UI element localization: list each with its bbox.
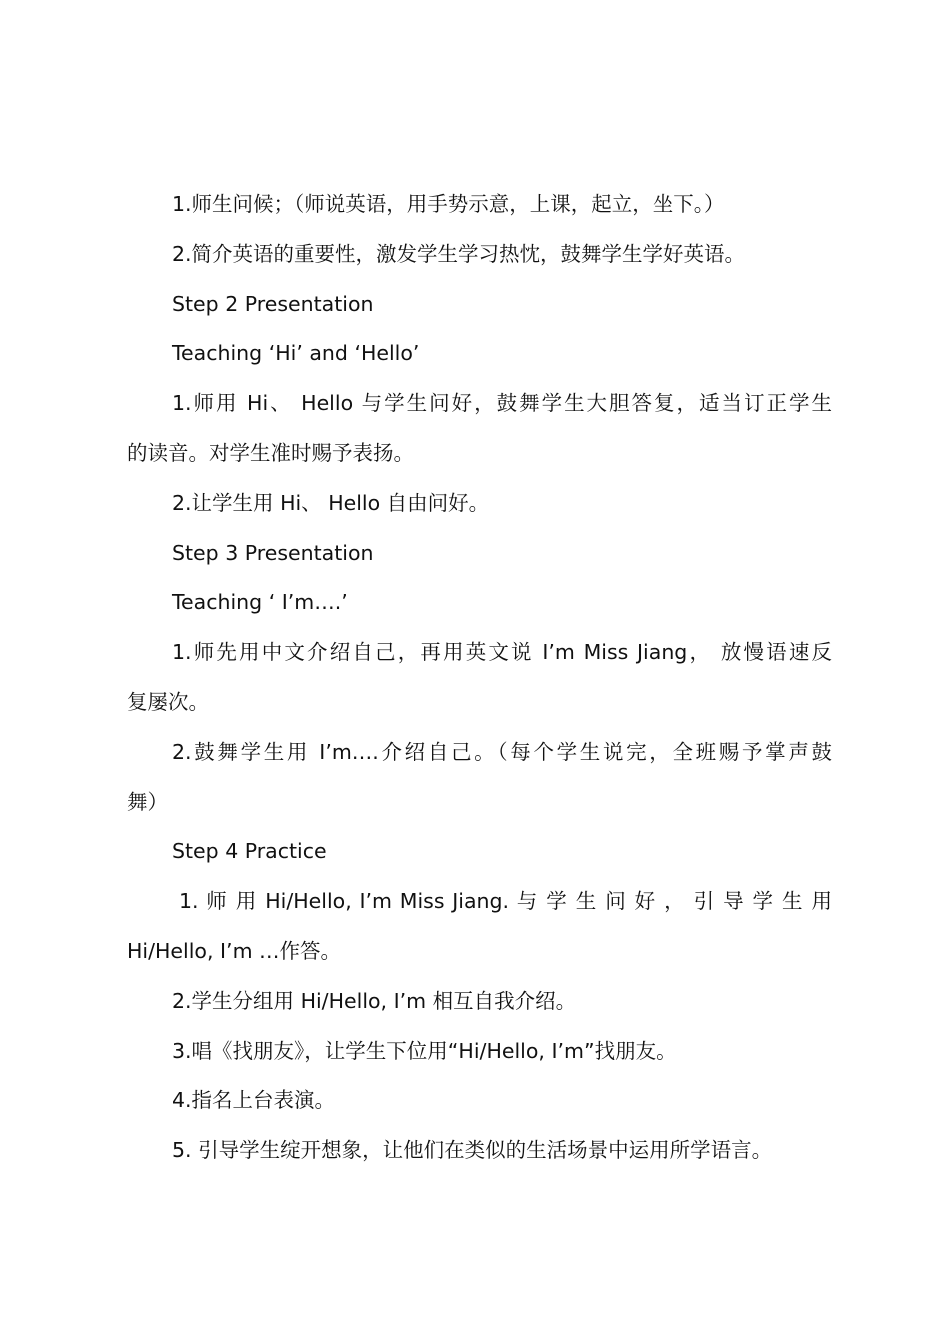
paragraph-line: 1.师用 Hi、 Hello 与学生问好，鼓舞学生大胆答复，适当订正学生 bbox=[172, 391, 832, 416]
section-subheading: Teaching ‘ I’m….’ bbox=[172, 590, 348, 615]
paragraph-line: 4.指名上台表演。 bbox=[172, 1088, 336, 1113]
paragraph-line: 舞） bbox=[127, 789, 168, 814]
paragraph-line: 2.让学生用 Hi、 Hello 自由问好。 bbox=[172, 490, 490, 515]
paragraph-line: 2.鼓舞学生用 I’m….介绍自己。（每个学生说完，全班赐予掌声鼓 bbox=[172, 739, 832, 764]
paragraph-line: 2.学生分组用 Hi/Hello, I’m 相互自我介绍。 bbox=[172, 988, 577, 1013]
paragraph-line: 5. 引导学生绽开想象，让他们在类似的生活场景中运用所学语言。 bbox=[172, 1138, 773, 1163]
section-subheading: Teaching ‘Hi’ and ‘Hello’ bbox=[172, 341, 420, 366]
paragraph-line: 复屡次。 bbox=[127, 689, 209, 714]
paragraph-line: 的读音。对学生准时赐予表扬。 bbox=[127, 440, 414, 465]
paragraph-line: 1. 师 用 Hi/Hello, I’m Miss Jiang. 与 学 生 问 好 ， 引 导 学 生 用 bbox=[179, 889, 832, 914]
paragraph-line: Hi/Hello, I’m …作答。 bbox=[127, 938, 342, 963]
paragraph-line: 3.唱《找朋友》，让学生下位用“Hi/Hello, I’m”找朋友。 bbox=[172, 1038, 677, 1063]
step-heading: Step 2 Presentation bbox=[172, 291, 374, 316]
step-heading: Step 4 Practice bbox=[172, 839, 327, 864]
paragraph-line: 1.师先用中文介绍自己，再用英文说 I’m Miss Jiang， 放慢语速反 bbox=[172, 640, 832, 665]
document-body bbox=[127, 180, 832, 1176]
paragraph-line: 2.简介英语的重要性，激发学生学习热忱，鼓舞学生学好英语。 bbox=[172, 241, 746, 266]
step-heading: Step 3 Presentation bbox=[172, 540, 374, 565]
paragraph-line: 1.师生问候；（师说英语，用手势示意，上课，起立，坐下。） bbox=[172, 192, 725, 216]
